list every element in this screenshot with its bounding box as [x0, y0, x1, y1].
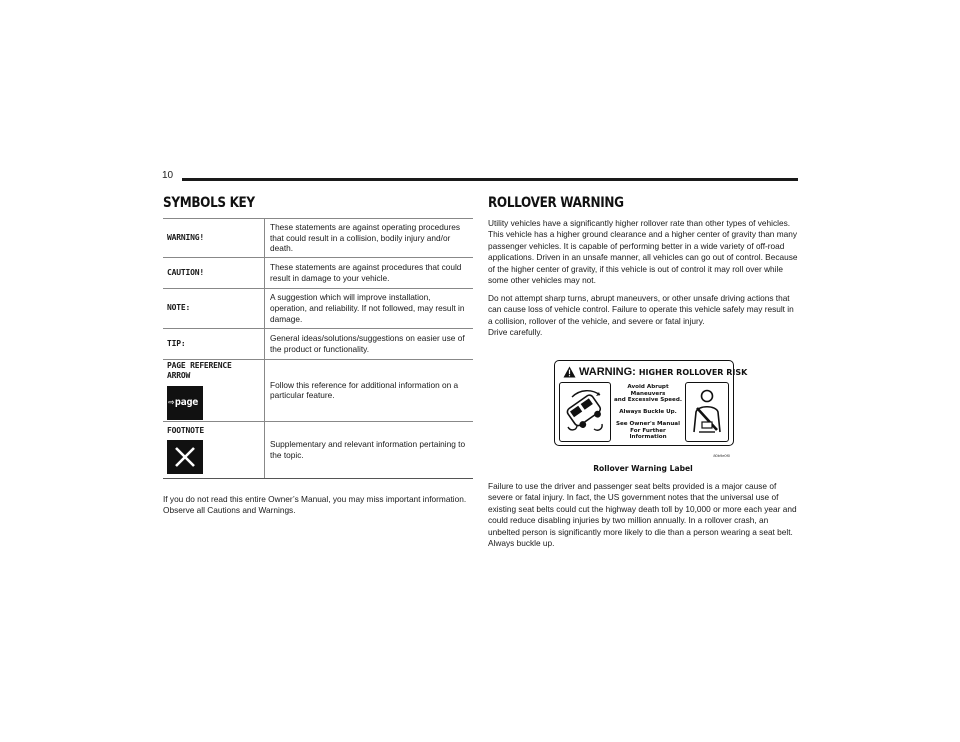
rollover-paragraph: Do not attempt sharp turns, abrupt maneuvers, or other unsafe driving actions that can cause loss of vehicle control. Failure to operate this vehicle safely may result in a collision, rollover of the vehicle, and severe or fatal injury.: [488, 292, 794, 326]
manual-note: If you do not read this entire Owner’s Manual, you may miss important information. Observe all Cautions and Warnings.: [163, 493, 467, 516]
warning-label-body: [559, 382, 729, 442]
table-row: [163, 421, 473, 478]
header-rule: [182, 178, 798, 181]
figure-caption: Rollover Warning Label: [593, 464, 693, 473]
warning-line: Always Buckle Up.: [619, 409, 677, 416]
table-row: [163, 289, 473, 329]
symbols-key-heading: SYMBOLS KEY: [163, 195, 255, 211]
rollover-warning-label-image: [554, 360, 748, 458]
rollover-warning-heading: ROLLOVER WARNING: [488, 195, 624, 211]
seatbelt-paragraph: Failure to use the driver and passenger seat belts provided is a major cause of severe or fatal injury. In fact, the US government notes that the universal use of existing seat belts could cut the highway death toll by 10,000 or more each year and could reduce disabling injuries by two million annually. In a rollover crash, an unbelted person is significantly more likely to die than a person wearing a seat belt. Always buckle up.: [488, 481, 797, 549]
seatbelt-section: [488, 481, 798, 556]
symbols-key-section: [163, 195, 473, 523]
rollover-vehicle-icon: [559, 382, 611, 442]
warning-label-text: [611, 382, 685, 442]
warning-label-frame: [554, 360, 748, 446]
footnote-x-icon: [167, 440, 203, 474]
warning-label-header: [563, 366, 747, 378]
rollover-paragraph: Drive carefully.: [488, 326, 543, 337]
warning-line: and Excessive Speed.: [614, 397, 682, 404]
page-reference-arrow-icon: [167, 386, 203, 420]
symbol-description: These statements are against procedures that could result in damage to your vehicle.: [265, 258, 474, 289]
table-row: [163, 258, 473, 289]
table-row: [163, 329, 473, 360]
rollover-paragraph: Utility vehicles have a significantly higher rollover rate than other types of vehicles. This vehicle has a higher ground clearance and a higher center of gravity than many passenger vehicles. It is capable of performing better in a wide variety of off-road applications. Driven in an unsafe manner, all vehicles can go out of control. Because of the higher center of gravity, if this vehicle is out of control it may roll over while some other vehicles may not.: [488, 218, 798, 286]
page-number: 10: [162, 170, 174, 181]
symbol-term-cell: [163, 421, 265, 478]
symbol-term: NOTE:: [163, 289, 265, 329]
symbol-term: PAGE REFERENCE ARROW: [167, 361, 232, 381]
table-row: [163, 219, 473, 258]
warning-word: WARNING:: [579, 366, 636, 378]
symbol-description: A suggestion which will improve installation, operation, and reliability. If not followed, may result in damage.: [265, 289, 474, 329]
symbol-description: General ideas/solutions/suggestions on easier use of the product or functionality.: [265, 329, 474, 360]
warning-line: For Further Information: [629, 427, 667, 441]
symbol-description: These statements are against operating procedures that could result in a collision, bodily injury and/or death.: [265, 219, 474, 258]
warning-line: See Owner's Manual: [615, 420, 680, 427]
symbol-term: FOOTNOTE: [167, 425, 204, 435]
page-icon-text: page: [174, 397, 199, 409]
symbol-term: WARNING!: [163, 219, 265, 258]
symbol-term: CAUTION!: [163, 258, 265, 289]
symbols-key-table: [163, 218, 473, 479]
symbol-description: Follow this reference for additional information on a particular feature.: [265, 360, 474, 422]
warning-subtitle: HIGHER ROLLOVER RISK: [638, 367, 748, 377]
symbol-term: TIP:: [163, 329, 265, 360]
rollover-warning-section: [488, 195, 798, 344]
symbol-description: Supplementary and relevant information pertaining to the topic.: [265, 421, 474, 478]
warning-triangle-icon: [563, 366, 576, 378]
art-code: 80b9e0f0: [713, 453, 730, 458]
arrow-right-icon: ⇨: [168, 397, 174, 409]
table-row: [163, 360, 473, 422]
seatbelt-icon: [685, 382, 729, 442]
warning-line: Avoid Abrupt Maneuvers: [627, 384, 669, 397]
symbol-term-cell: [163, 360, 265, 422]
